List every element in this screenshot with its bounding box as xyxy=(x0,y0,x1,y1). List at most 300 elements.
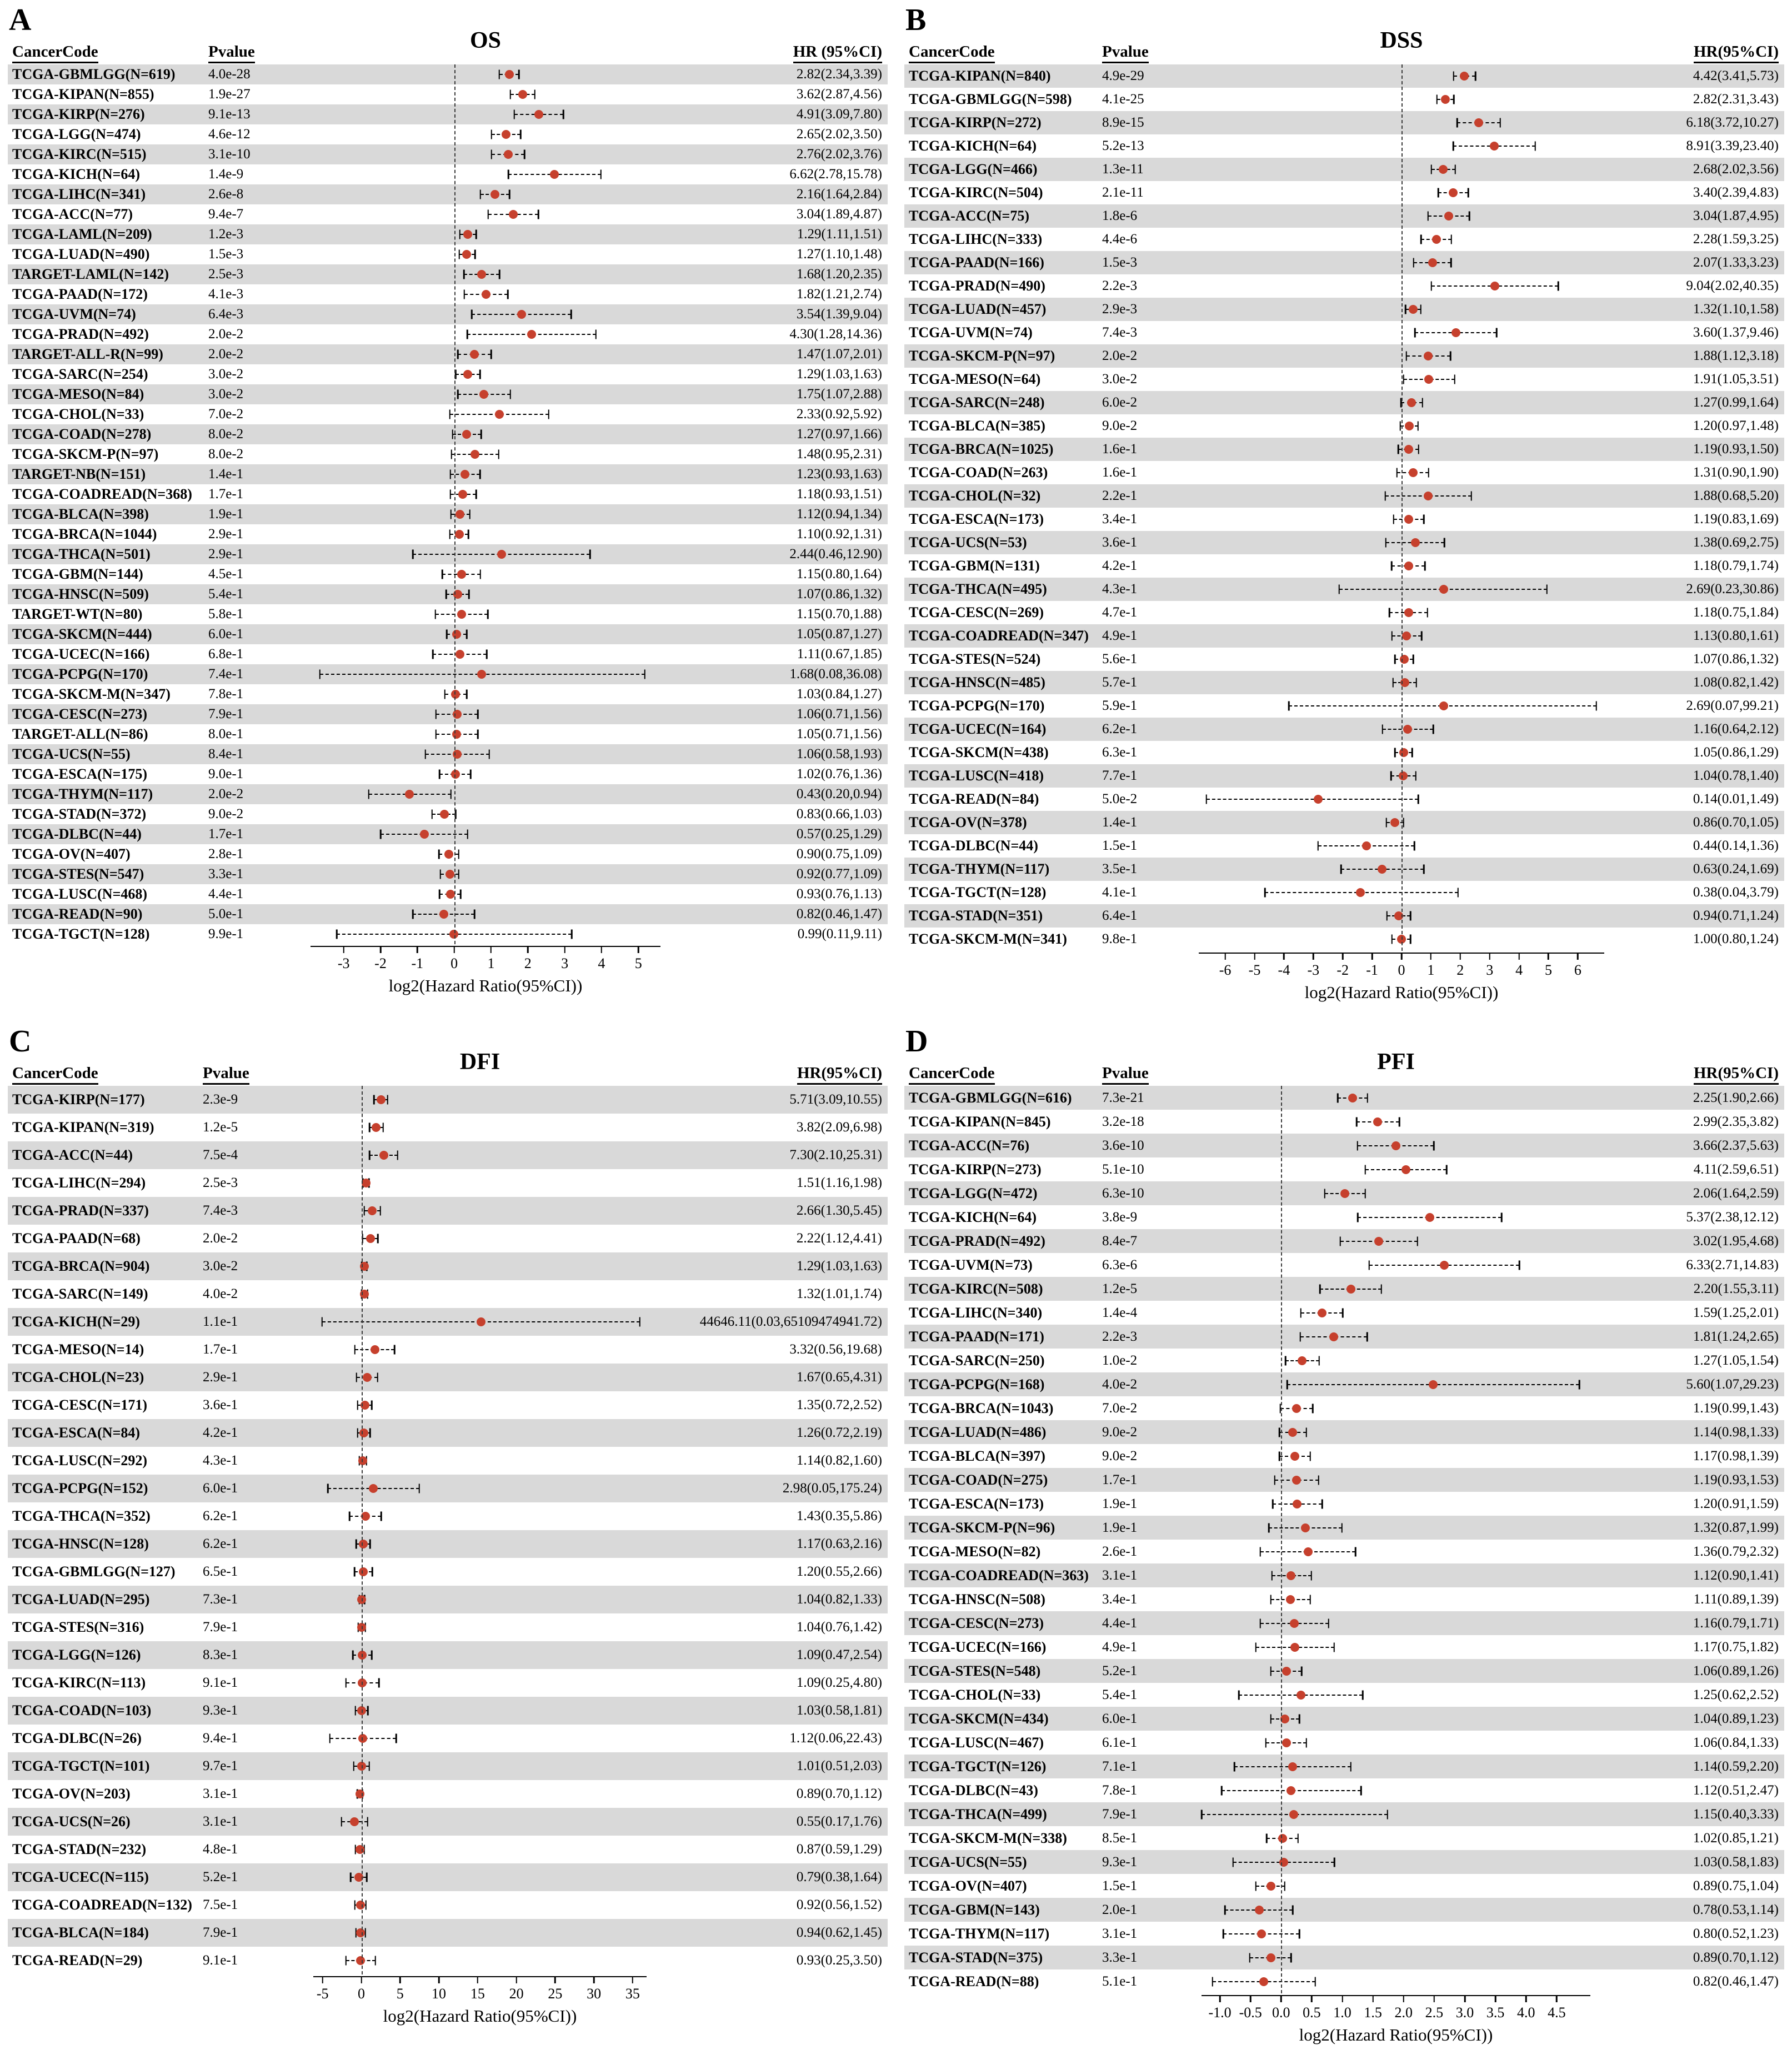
hazard-ratio-point xyxy=(1329,1332,1338,1341)
hr-value-cell: 1.15(0.40,3.33) xyxy=(1693,1806,1779,1822)
pvalue-cell: 7.9e-1 xyxy=(1102,1806,1138,1822)
ci-upper-cap xyxy=(1454,375,1456,384)
axis-tick-label: -3 xyxy=(337,955,350,971)
hr-value-cell: 0.90(0.75,1.09) xyxy=(796,846,882,861)
hazard-ratio-point xyxy=(1290,1619,1299,1628)
hazard-ratio-point xyxy=(1440,1261,1449,1270)
ci-upper-cap xyxy=(570,310,572,319)
cancer-code-cell: TCGA-DLBC(N=44) xyxy=(909,838,1038,854)
cancer-code-cell: TCGA-PCPG(N=152) xyxy=(12,1480,148,1497)
ci-lower-cap xyxy=(1357,1212,1359,1222)
forest-row xyxy=(904,1611,1784,1635)
forest-row xyxy=(8,684,888,704)
forest-plot-cell xyxy=(313,1808,647,1836)
hr-value-cell: 1.32(1.01,1.74) xyxy=(796,1286,882,1301)
hazard-ratio-point xyxy=(1282,1738,1291,1747)
cancer-code-cell: TCGA-STES(N=548) xyxy=(909,1662,1041,1679)
cancer-code-cell: TCGA-BLCA(N=184) xyxy=(12,1924,149,1941)
cancer-code-cell: TCGA-ESCA(N=173) xyxy=(909,511,1044,528)
forest-plot-cell xyxy=(1202,1540,1590,1563)
forest-plot-cell xyxy=(311,524,660,544)
hr-value-cell: 1.20(0.55,2.66) xyxy=(796,1564,882,1579)
axis-tick xyxy=(515,1976,517,1983)
ci-lower-cap xyxy=(457,390,459,399)
forest-row xyxy=(904,904,1784,928)
forest-plot-cell xyxy=(313,1947,647,1974)
forest-row xyxy=(8,1475,888,1502)
forest-row xyxy=(904,1826,1784,1850)
forest-panel-C xyxy=(8,1026,888,2054)
ci-lower-cap xyxy=(1268,1523,1270,1532)
pvalue-cell: 1.7e-1 xyxy=(1102,1472,1138,1487)
ci-lower-cap xyxy=(1413,258,1415,268)
ci-upper-cap xyxy=(466,690,468,699)
ci-lower-cap xyxy=(1319,1284,1321,1294)
hr-value-cell: 0.89(0.75,1.04) xyxy=(1693,1878,1779,1893)
ci-lower-cap xyxy=(1430,165,1432,174)
forest-plot-cell xyxy=(1202,1372,1590,1396)
cancer-code-cell: TCGA-LUSC(N=468) xyxy=(12,886,148,903)
pvalue-cell: 1.4e-1 xyxy=(1102,815,1138,830)
hr-value-cell: 1.17(0.98,1.39) xyxy=(1693,1448,1779,1463)
forest-plot-cell xyxy=(1202,1253,1590,1277)
axis-tick xyxy=(417,946,418,953)
cancer-code-cell: TCGA-SKCM-P(N=96) xyxy=(909,1519,1055,1536)
forest-plot-cell xyxy=(311,124,660,144)
hr-value-cell: 1.07(0.86,1.32) xyxy=(796,587,882,602)
hazard-ratio-point xyxy=(1451,328,1460,337)
forest-plot-cell xyxy=(311,404,660,424)
cancer-code-cell: TCGA-BLCA(N=397) xyxy=(909,1447,1045,1464)
cancer-code-cell: TCGA-UCS(N=26) xyxy=(12,1813,131,1830)
axis-tick-label: 35 xyxy=(625,1986,640,2002)
pvalue-cell: 2.6e-1 xyxy=(1102,1543,1138,1559)
axis-tick xyxy=(527,946,529,953)
ci-upper-cap xyxy=(1355,1547,1356,1556)
ci-upper-cap xyxy=(1312,1404,1314,1413)
pvalue-header: Pvalue xyxy=(203,1065,249,1085)
cancer-code-cell: TCGA-SKCM-P(N=97) xyxy=(12,446,159,463)
hazard-ratio-point xyxy=(482,290,490,299)
ci-upper-cap xyxy=(1420,305,1422,314)
ci-upper-cap xyxy=(1284,1881,1285,1891)
forest-row xyxy=(904,1802,1784,1826)
axis-tick xyxy=(438,1976,440,1983)
cancer-code-cell: TCGA-KIRP(N=273) xyxy=(909,1161,1042,1177)
cancer-code-cell: TCGA-UVM(N=73) xyxy=(909,1256,1033,1273)
forest-row xyxy=(904,368,1784,391)
forest-row xyxy=(8,1141,888,1169)
hazard-ratio-point xyxy=(462,250,471,259)
hr-value-cell: 1.88(1.12,3.18) xyxy=(1693,348,1779,363)
panel-title: DFI xyxy=(459,1049,500,1075)
hr-value-cell: 1.19(0.83,1.69) xyxy=(1693,512,1779,527)
pvalue-cell: 4.1e-25 xyxy=(1102,92,1144,107)
cancer-code-header: CancerCode xyxy=(12,43,98,63)
ci-upper-cap xyxy=(1471,492,1473,501)
forest-row xyxy=(8,464,888,484)
axis-tick-label: -1 xyxy=(1366,962,1378,978)
hazard-ratio-point xyxy=(477,670,486,679)
ci-lower-cap xyxy=(450,510,452,519)
axis-tick xyxy=(1313,953,1314,960)
ci-lower-cap xyxy=(1221,1786,1223,1795)
ci-upper-cap xyxy=(507,290,509,299)
hr-value-cell: 5.71(3.09,10.55) xyxy=(789,1092,882,1107)
forest-row xyxy=(904,64,1784,88)
hr-header: HR(95%CI) xyxy=(1694,1065,1779,1085)
hr-value-cell: 1.04(0.82,1.33) xyxy=(796,1592,882,1607)
ci-lower-cap xyxy=(1430,282,1432,291)
axis-tick-label: 4 xyxy=(1515,962,1523,978)
hr-value-cell: 1.19(0.93,1.53) xyxy=(1693,1472,1779,1487)
pvalue-cell: 3.1e-10 xyxy=(208,147,251,162)
ci-lower-cap xyxy=(1396,468,1398,478)
ci-upper-cap xyxy=(1309,1595,1311,1604)
cancer-code-cell: TCGA-LIHC(N=294) xyxy=(12,1175,146,1191)
cancer-code-cell: TCGA-SKCM(N=434) xyxy=(909,1710,1049,1727)
hr-value-cell: 4.11(2.59,6.51) xyxy=(1693,1161,1779,1177)
pvalue-cell: 2.2e-3 xyxy=(1102,1329,1138,1344)
forest-row xyxy=(904,461,1784,484)
ci-lower-cap xyxy=(439,870,441,879)
forest-plot-cell xyxy=(313,1863,647,1891)
hazard-ratio-point xyxy=(463,230,472,239)
ci-lower-cap xyxy=(1340,865,1342,874)
ci-upper-cap xyxy=(518,70,520,79)
ci-upper-cap xyxy=(418,1484,420,1493)
panel-letter-C: C xyxy=(9,1024,32,1059)
forest-row xyxy=(904,1707,1784,1731)
ci-upper-cap xyxy=(367,1706,369,1716)
hr-value-cell: 1.05(0.71,1.56) xyxy=(796,726,882,741)
cancer-code-cell: TCGA-SARC(N=250) xyxy=(909,1352,1045,1369)
ci-lower-cap xyxy=(327,1484,329,1493)
ci-lower-cap xyxy=(424,750,426,759)
forest-row xyxy=(8,424,888,444)
hr-value-cell: 3.32(0.56,19.68) xyxy=(789,1342,882,1357)
hazard-ratio-point xyxy=(455,510,464,519)
pvalue-cell: 4.3e-1 xyxy=(203,1453,238,1468)
forest-plot-cell xyxy=(311,464,660,484)
cancer-code-cell: TCGA-BRCA(N=1025) xyxy=(909,441,1054,458)
forest-row xyxy=(8,484,888,504)
hazard-ratio-point xyxy=(1411,538,1420,547)
axis-tick-label: 1 xyxy=(487,955,495,971)
hazard-ratio-point xyxy=(362,1179,371,1187)
forest-plot-cell xyxy=(311,324,660,344)
ci-upper-cap xyxy=(366,1901,367,1910)
pvalue-cell: 3.6e-1 xyxy=(203,1397,238,1412)
hazard-ratio-point xyxy=(1425,1213,1434,1222)
hr-value-cell: 1.26(0.72,2.19) xyxy=(796,1425,882,1440)
hazard-ratio-point xyxy=(446,890,455,899)
hr-value-cell: 4.30(1.28,14.36) xyxy=(789,327,882,342)
hr-value-cell: 1.47(1.07,2.01) xyxy=(796,347,882,362)
forest-plot-cell xyxy=(311,484,660,504)
axis-tick xyxy=(1371,953,1373,960)
hr-header: HR(95%CI) xyxy=(797,1065,882,1085)
forest-plot-cell xyxy=(311,604,660,624)
forest-row xyxy=(904,251,1784,274)
forest-plot-cell xyxy=(1202,1205,1590,1229)
hr-value-cell: 2.16(1.64,2.84) xyxy=(796,187,882,202)
forest-row xyxy=(8,664,888,684)
cancer-code-cell: TCGA-HNSC(N=508) xyxy=(909,1591,1045,1607)
x-axis xyxy=(313,1976,647,2035)
hazard-ratio-point xyxy=(1441,95,1450,104)
pvalue-cell: 8.0e-1 xyxy=(208,726,244,741)
forest-plot-cell xyxy=(313,1197,647,1225)
axis-tick-label: -2 xyxy=(1337,962,1349,978)
pvalue-cell: 9.9e-1 xyxy=(208,926,244,941)
ci-upper-cap xyxy=(520,130,522,139)
forest-panel-B xyxy=(904,4,1784,1011)
forest-row xyxy=(904,1850,1784,1874)
forest-plot-cell xyxy=(1202,1110,1590,1134)
cancer-code-cell: TCGA-GBM(N=131) xyxy=(909,558,1040,574)
zero-reference-line xyxy=(454,64,455,944)
pvalue-cell: 9.0e-1 xyxy=(208,766,244,781)
forest-plot-cell xyxy=(313,1336,647,1364)
pvalue-cell: 5.0e-2 xyxy=(1102,791,1138,806)
pvalue-cell: 1.5e-1 xyxy=(1102,838,1138,853)
ci-upper-cap xyxy=(1318,1475,1320,1485)
forest-plot-cell xyxy=(313,1780,647,1808)
pvalue-cell: 6.0e-1 xyxy=(203,1481,238,1496)
axis-tick-label: 2 xyxy=(1456,962,1464,978)
axis-tick xyxy=(361,1976,362,1983)
ci-lower-cap xyxy=(354,1706,356,1716)
pvalue-cell: 2.0e-2 xyxy=(208,347,244,362)
hr-value-cell: 1.31(0.90,1.90) xyxy=(1693,465,1779,480)
ci-upper-cap xyxy=(1411,748,1413,758)
ci-lower-cap xyxy=(354,1901,356,1910)
ci-upper-cap xyxy=(1433,1141,1435,1150)
hazard-ratio-point xyxy=(1292,1404,1301,1413)
ci-upper-cap xyxy=(1422,398,1424,408)
ci-upper-cap xyxy=(474,250,476,259)
pvalue-cell: 1.9e-1 xyxy=(208,507,244,522)
pvalue-cell: 6.3e-1 xyxy=(1102,745,1138,760)
forest-row xyxy=(904,718,1784,741)
forest-row xyxy=(8,1086,888,1114)
cancer-code-cell: TCGA-THCA(N=352) xyxy=(12,1508,151,1525)
pvalue-cell: 3.1e-1 xyxy=(1102,1926,1138,1941)
hazard-ratio-point xyxy=(504,150,513,159)
pvalue-header: Pvalue xyxy=(208,43,255,63)
forest-row xyxy=(8,1752,888,1780)
hazard-ratio-point xyxy=(369,1484,378,1493)
cancer-code-cell: TCGA-SARC(N=254) xyxy=(12,366,148,383)
ci-upper-cap xyxy=(486,650,488,659)
ci-lower-cap xyxy=(1453,72,1454,81)
ci-upper-cap xyxy=(369,1540,371,1549)
pvalue-cell: 1.7e-1 xyxy=(203,1342,238,1357)
cancer-code-cell: TCGA-COAD(N=263) xyxy=(909,464,1048,481)
forest-row xyxy=(904,1516,1784,1540)
forest-row xyxy=(904,181,1784,204)
forest-row xyxy=(8,904,888,924)
hr-value-cell: 1.35(0.72,2.52) xyxy=(796,1397,882,1412)
forest-row xyxy=(904,1301,1784,1325)
ci-lower-cap xyxy=(459,230,460,239)
forest-plot-cell xyxy=(311,724,660,744)
forest-plot-cell xyxy=(1202,1181,1590,1205)
cancer-code-cell: TCGA-HNSC(N=509) xyxy=(12,586,149,603)
ci-upper-cap xyxy=(1367,1093,1369,1102)
cancer-code-cell: TCGA-ESCA(N=84) xyxy=(12,1425,141,1441)
ci-upper-cap xyxy=(1475,72,1476,81)
axis-tick-label: -6 xyxy=(1219,962,1232,978)
hr-value-cell: 2.76(2.02,3.76) xyxy=(796,147,882,162)
panel-letter-D: D xyxy=(905,1024,928,1059)
forest-plot-cell xyxy=(1202,1635,1590,1659)
forest-plot-cell xyxy=(1202,1420,1590,1444)
forest-row xyxy=(8,1780,888,1808)
forest-row xyxy=(8,624,888,644)
hr-value-cell: 3.60(1.37,9.46) xyxy=(1693,325,1779,340)
ci-lower-cap xyxy=(509,90,511,99)
ci-lower-cap xyxy=(1386,911,1388,921)
forest-row xyxy=(8,284,888,304)
pvalue-cell: 9.1e-1 xyxy=(203,1953,238,1968)
panel-title-cell xyxy=(1202,1050,1590,1074)
ci-lower-cap xyxy=(434,610,436,619)
cancer-code-cell: TCGA-UCEC(N=164) xyxy=(909,721,1047,738)
axis-tick-label: 2 xyxy=(524,955,532,971)
pvalue-cell: 2.3e-9 xyxy=(203,1092,238,1107)
ci-lower-cap xyxy=(1288,701,1290,711)
hr-value-cell: 2.65(2.02,3.50) xyxy=(796,127,882,142)
pvalue-cell: 9.0e-2 xyxy=(1102,418,1138,433)
hr-value-cell: 1.19(0.99,1.43) xyxy=(1693,1400,1779,1416)
ci-lower-cap xyxy=(1270,1666,1272,1676)
ci-lower-cap xyxy=(356,1540,357,1549)
forest-row xyxy=(904,858,1784,881)
forest-row xyxy=(904,1157,1784,1181)
hr-value-cell: 0.82(0.46,1.47) xyxy=(796,906,882,921)
forest-plot-cell xyxy=(311,624,660,644)
hazard-ratio-point xyxy=(455,650,464,659)
hazard-ratio-point xyxy=(470,350,479,359)
hazard-ratio-point xyxy=(359,1567,368,1576)
hr-value-cell: 0.83(0.66,1.03) xyxy=(796,806,882,821)
hr-value-cell: 0.43(0.20,0.94) xyxy=(796,786,882,801)
pvalue-cell: 4.6e-12 xyxy=(208,127,251,142)
cancer-code-cell: TCGA-UCS(N=55) xyxy=(909,1853,1027,1870)
hr-value-cell: 1.10(0.92,1.31) xyxy=(796,527,882,542)
ci-lower-cap xyxy=(464,290,465,299)
ci-lower-cap xyxy=(1405,305,1406,314)
cancer-code-cell: TCGA-BLCA(N=398) xyxy=(12,506,149,523)
cancer-code-cell: TCGA-BRCA(N=1044) xyxy=(12,526,157,543)
hr-value-cell: 1.88(0.68,5.20) xyxy=(1693,488,1779,503)
forest-plot-cell xyxy=(313,1308,647,1336)
pvalue-cell: 9.1e-1 xyxy=(203,1675,238,1690)
axis-tick xyxy=(632,1976,634,1983)
cancer-code-cell: TCGA-READ(N=88) xyxy=(909,1973,1039,1989)
hr-value-cell: 0.87(0.59,1.29) xyxy=(796,1842,882,1857)
ci-upper-cap xyxy=(1301,1666,1303,1676)
forest-row xyxy=(904,764,1784,788)
forest-plot-cell xyxy=(311,344,660,364)
hazard-ratio-point xyxy=(1318,1309,1327,1317)
ci-lower-cap xyxy=(467,330,468,339)
hazard-ratio-point xyxy=(439,910,448,919)
hr-value-cell: 1.20(0.91,1.59) xyxy=(1693,1496,1779,1511)
ci-upper-cap xyxy=(1596,701,1598,711)
pvalue-cell: 5.7e-1 xyxy=(1102,675,1138,690)
forest-plot-cell xyxy=(311,644,660,664)
forest-row xyxy=(8,1252,888,1280)
cancer-code-cell: TCGA-ACC(N=75) xyxy=(909,208,1030,224)
ci-upper-cap xyxy=(1309,1451,1311,1461)
cancer-code-cell: TCGA-SARC(N=248) xyxy=(909,394,1045,411)
ci-lower-cap xyxy=(449,410,450,419)
forest-plot-cell xyxy=(1202,1516,1590,1540)
ci-lower-cap xyxy=(491,130,493,139)
hr-value-cell: 4.91(3.09,7.80) xyxy=(796,107,882,122)
forest-row xyxy=(8,544,888,564)
cancer-code-cell: TCGA-CESC(N=273) xyxy=(909,1615,1044,1631)
forest-row xyxy=(904,1874,1784,1898)
cancer-code-cell: TCGA-LAML(N=209) xyxy=(12,226,152,243)
hr-value-cell: 1.36(0.79,2.32) xyxy=(1693,1543,1779,1559)
cancer-code-cell: TCGA-READ(N=84) xyxy=(909,791,1039,808)
axis-tick-label: 3.0 xyxy=(1455,2004,1474,2021)
forest-rows xyxy=(8,1086,888,1974)
forest-plot-cell xyxy=(311,744,660,764)
ci-lower-cap xyxy=(508,170,509,179)
pvalue-cell: 8.5e-1 xyxy=(1102,1830,1138,1846)
forest-plot-cell xyxy=(313,1141,647,1169)
pvalue-cell: 4.7e-1 xyxy=(1102,605,1138,620)
ci-lower-cap xyxy=(1369,1260,1370,1270)
ci-lower-cap xyxy=(1272,1499,1274,1508)
forest-row xyxy=(904,1205,1784,1229)
forest-row xyxy=(904,1349,1784,1372)
hazard-ratio-point xyxy=(1424,492,1433,500)
forest-row xyxy=(8,1613,888,1641)
hazard-ratio-point xyxy=(518,90,527,99)
ci-lower-cap xyxy=(350,1873,352,1882)
ci-upper-cap xyxy=(1328,1618,1329,1628)
pvalue-cell: 4.5e-1 xyxy=(208,567,244,582)
ci-upper-cap xyxy=(1450,258,1452,268)
pvalue-cell: 5.0e-1 xyxy=(208,906,244,921)
ci-upper-cap xyxy=(458,870,460,879)
cancer-code-cell: TCGA-ESCA(N=175) xyxy=(12,766,148,783)
pvalue-cell: 4.0e-2 xyxy=(1102,1376,1138,1392)
ci-lower-cap xyxy=(1223,1929,1224,1938)
forest-row xyxy=(904,1492,1784,1516)
hr-value-cell: 1.12(0.06,22.43) xyxy=(789,1731,882,1746)
hazard-ratio-point xyxy=(1348,1094,1357,1102)
pvalue-cell: 5.1e-1 xyxy=(1102,1973,1138,1989)
forest-row xyxy=(904,1731,1784,1755)
forest-plot-cell xyxy=(313,1419,647,1447)
hr-value-cell: 5.37(2.38,12.12) xyxy=(1686,1209,1779,1225)
ci-lower-cap xyxy=(1234,1762,1235,1771)
cancer-code-cell: TCGA-LUAD(N=486) xyxy=(909,1424,1047,1440)
ci-upper-cap xyxy=(1399,1117,1400,1126)
ci-lower-cap xyxy=(319,670,321,679)
axis-tick-label: -3 xyxy=(1307,962,1320,978)
ci-upper-cap xyxy=(1418,422,1419,431)
cancer-code-cell: TCGA-MESO(N=84) xyxy=(12,386,144,403)
ci-upper-cap xyxy=(1534,142,1536,151)
